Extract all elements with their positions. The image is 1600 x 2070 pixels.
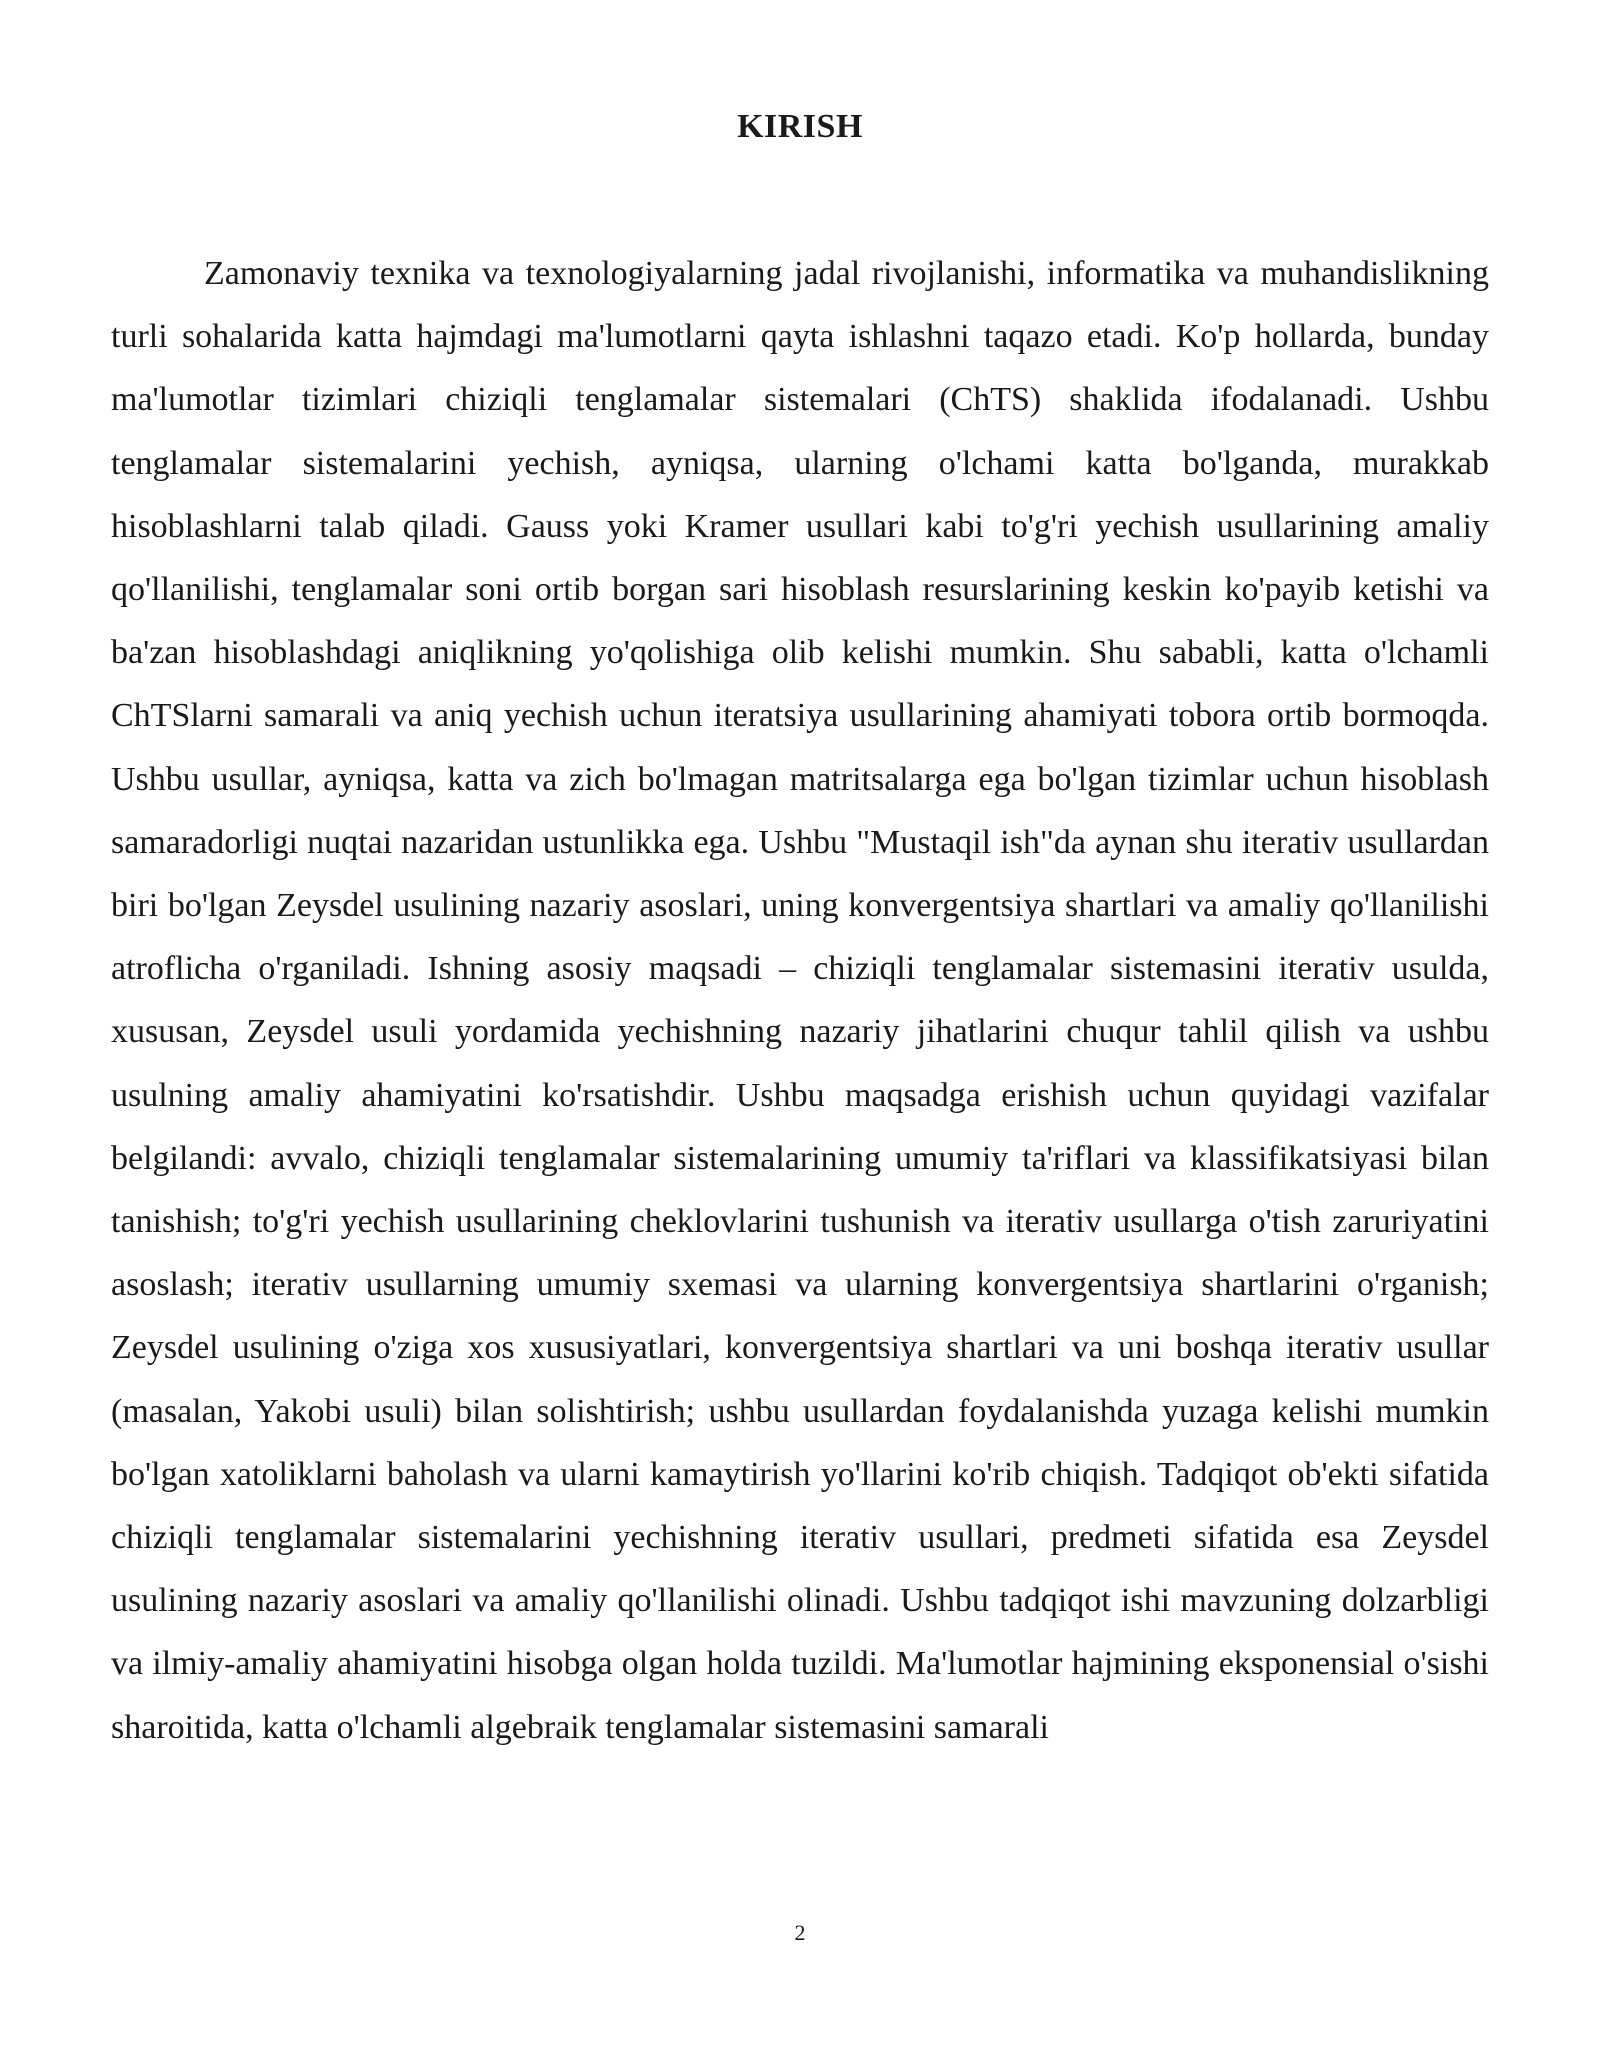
page-title: KIRISH (737, 108, 863, 145)
body-paragraph: Zamonaviy texnika va texnologiyalarning jadal rivojlanishi, informatika va muhandislikning turli sohalarida katta hajmdagi ma'lumotlarni qayta ishlashni taqazo etadi. Ko'p hollarda, bunday ma'lumotlar tizimlari chiziqli tenglamalar sistemalari (ChTS) shaklida ifodalanadi. Ushbu tenglamalar sistemalarini yechish, ayniqsa, ularning o'lchami katta bo'lganda, murakkab hisoblashlarni talab qiladi. Gauss yoki Kramer usullari kabi to'g'ri yechish usullarining amaliy qo'llanilishi, tenglamalar soni ortib borgan sari hisoblash resurslarining keskin ko'payib ketishi va ba'zan hisoblashdagi aniqlikning yo'qolishiga olib kelishi mumkin. Shu sababli, katta o'lchamli ChTSlarni samarali va aniq yechish uchun iteratsiya usullarining ahamiyati tobora ortib bormoqda. Ushbu usullar, ayniqsa, katta va zich bo'lmagan matritsalarga ega bo'lgan tizimlar uchun hisoblash samaradorligi nuqtai nazaridan ustunlikka ega. Ushbu "Mustaqil ish"da aynan shu iterativ usullardan biri bo'lgan Zeysdel usulining nazariy asoslari, uning konvergentsiya shartlari va amaliy qo'llanilishi atroflicha o'rganiladi. Ishning asosiy maqsadi – chiziqli tenglamalar sistemasini iterativ usulda, xususan, Zeysdel usuli yordamida yechishning nazariy jihatlarini chuqur tahlil qilish va ushbu usulning amaliy ahamiyatini ko'rsatishdir. Ushbu maqsadga erishish uchun quyidagi vazifalar belgilandi: avvalo, chiziqli tenglamalar sistemalarining umumiy ta'riflari va klassifikatsiyasi bilan tanishish; to'g'ri yechish usullarining cheklovlarini tushunish va iterativ usullarga o'tish zaruriyatini asoslash; iterativ usullarning umumiy sxemasi va ularning konvergentsiya shartlarini o'rganish; Zeysdel usulining o'ziga xos xususiyatlari, konvergentsiya shartlari va uni boshqa iterativ usullar (masalan, Yakobi usuli) bilan solishtirish; ushbu usullardan foydalanishda yuzaga kelishi mumkin bo'lgan xatoliklarni baholash va ularni kamaytirish yo'llarini ko'rib chiqish. Tadqiqot ob'ekti sifatida chiziqli tenglamalar sistemalarini yechishning iterativ usullari, predmeti sifatida esa Zeysdel usulining nazariy asoslari va amaliy qo'llanilishi olinadi. Ushbu tadqiqot ishi mavzuning dolzarbligi va ilmiy-amaliy ahamiyatini hisobga olgan holda tuzildi. Ma'lumotlar hajmining eksponensial o'sishi sharoitida, katta o'lchamli algebraik tenglamalar sistemasini samarali (111, 255, 1489, 1746)
page-number: 2 (794, 1920, 806, 1945)
